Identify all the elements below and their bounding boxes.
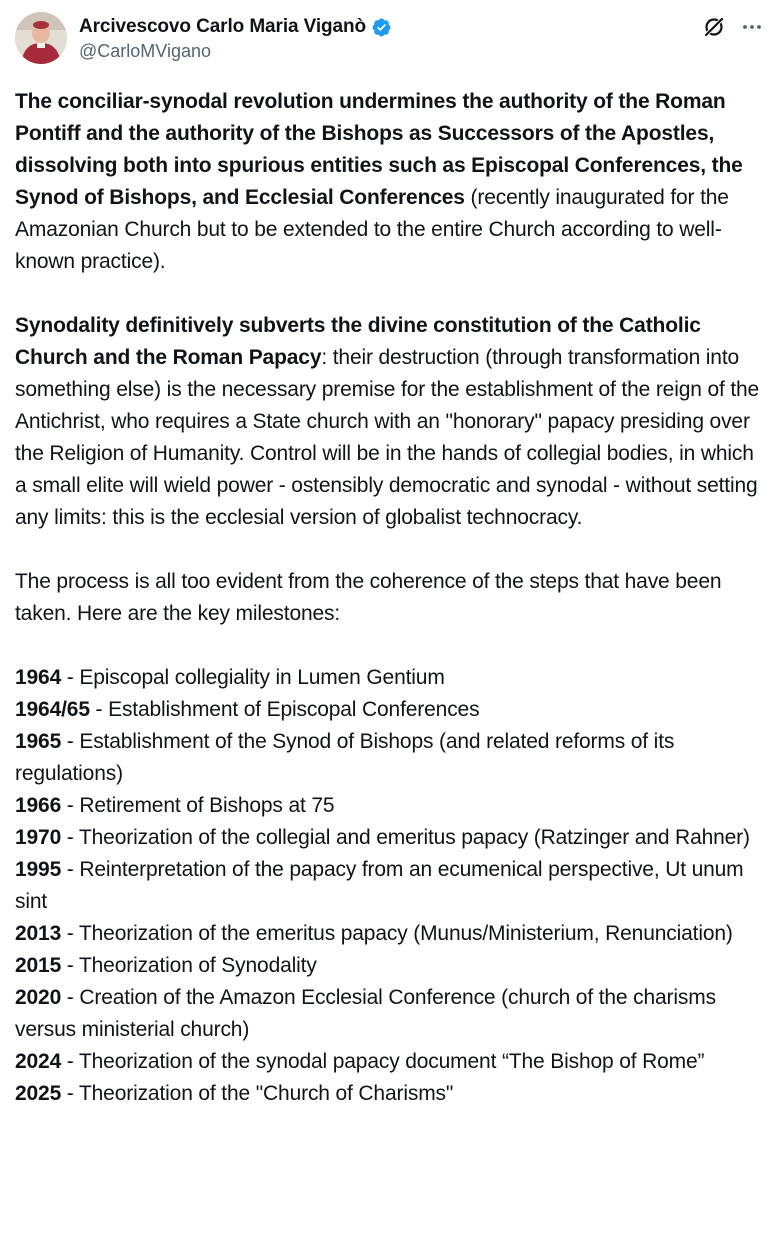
paragraph-3: The process is all too evident from the coherence of the steps that have been taken. Here are the key milestones: bbox=[15, 570, 722, 625]
verified-badge-icon bbox=[371, 17, 392, 38]
paragraph-2-bold: Synodality definitively subverts the divine constitution of the Catholic Church and the Roman Papacy bbox=[15, 314, 701, 369]
milestone-year: 1964 bbox=[15, 666, 62, 689]
milestone-year: 1970 bbox=[15, 826, 62, 849]
milestone-text: - Theorization of the emeritus papacy (Munus/Ministerium, Renunciation) bbox=[61, 922, 733, 945]
milestone-item bbox=[15, 1046, 767, 1078]
milestone-item bbox=[15, 950, 767, 982]
milestone-year: 1964/65 bbox=[15, 698, 90, 721]
tweet-actions bbox=[701, 14, 765, 40]
milestone-year: 2015 bbox=[15, 954, 62, 977]
paragraph-2-text: : their destruction (through transformation into something else) is the necessary premise for the establishment of the reign of the Antichrist, who requires a State church with an "honorary" papacy presiding over the Religion of Humanity. Control will be in the hands of collegial bodies, in which a small elite will wield power - ostensibly democratic and synodal - without setting any limits: this is the ecclesial version of globalist technocracy. bbox=[15, 346, 760, 529]
avatar-image bbox=[15, 12, 67, 64]
milestone-item bbox=[15, 1078, 767, 1110]
milestone-item bbox=[15, 854, 767, 918]
milestone-item bbox=[15, 726, 767, 790]
milestone-text: - Theorization of the synodal papacy document “The Bishop of Rome” bbox=[61, 1050, 705, 1073]
avatar[interactable] bbox=[15, 12, 67, 64]
milestone-text: - Establishment of Episcopal Conferences bbox=[89, 698, 480, 721]
milestone-year: 2020 bbox=[15, 986, 62, 1009]
author-name[interactable]: Arcivescovo Carlo Maria Viganò bbox=[79, 16, 367, 37]
milestone-text: - Retirement of Bishops at 75 bbox=[61, 794, 335, 817]
paragraph-1-bold: The conciliar-synodal revolution undermines the authority of the Roman Pontiff and the authority of the Bishops as Successors of the Apostles, dissolving both into spurious entities such as Episcopal Conferences, the Synod of Bishops, and Ecclesial Conferences bbox=[15, 90, 743, 209]
milestone-item bbox=[15, 822, 767, 854]
milestone-text: - Creation of the Amazon Ecclesial Conference (church of the charisms versus ministerial church) bbox=[15, 986, 716, 1041]
milestone-text: - Theorization of the "Church of Charisms" bbox=[61, 1082, 454, 1105]
paragraph-1 bbox=[15, 86, 767, 278]
milestone-text: - Reinterpretation of the papacy from an ecumenical perspective, Ut unum sint bbox=[15, 858, 744, 913]
tweet-text bbox=[15, 86, 767, 1110]
milestone-year: 1995 bbox=[15, 858, 62, 881]
more-options-icon[interactable] bbox=[739, 14, 765, 40]
author-handle[interactable]: @CarloMVigano bbox=[79, 41, 212, 61]
grok-icon[interactable] bbox=[701, 14, 727, 40]
tweet-header bbox=[15, 12, 765, 68]
author-name-row bbox=[79, 14, 392, 40]
milestone-item bbox=[15, 918, 767, 950]
milestone-text: - Episcopal collegiality in Lumen Gentium bbox=[61, 666, 445, 689]
milestone-year: 1966 bbox=[15, 794, 62, 817]
milestone-text: - Theorization of Synodality bbox=[61, 954, 317, 977]
milestone-item bbox=[15, 982, 767, 1046]
milestone-year: 2013 bbox=[15, 922, 62, 945]
milestone-text: - Theorization of the collegial and emeritus papacy (Ratzinger and Rahner) bbox=[61, 826, 750, 849]
milestone-item bbox=[15, 662, 767, 694]
milestone-year: 1965 bbox=[15, 730, 62, 753]
milestone-text: - Establishment of the Synod of Bishops (and related reforms of its regulations) bbox=[15, 730, 675, 785]
paragraph-1-text: (recently inaugurated for the Amazonian Church but to be extended to the entire Church according to well-known practice). bbox=[15, 186, 729, 273]
milestone-item bbox=[15, 694, 767, 726]
milestone-year: 2025 bbox=[15, 1082, 62, 1105]
milestone-year: 2024 bbox=[15, 1050, 62, 1073]
milestone-item bbox=[15, 790, 767, 822]
paragraph-2 bbox=[15, 310, 767, 534]
